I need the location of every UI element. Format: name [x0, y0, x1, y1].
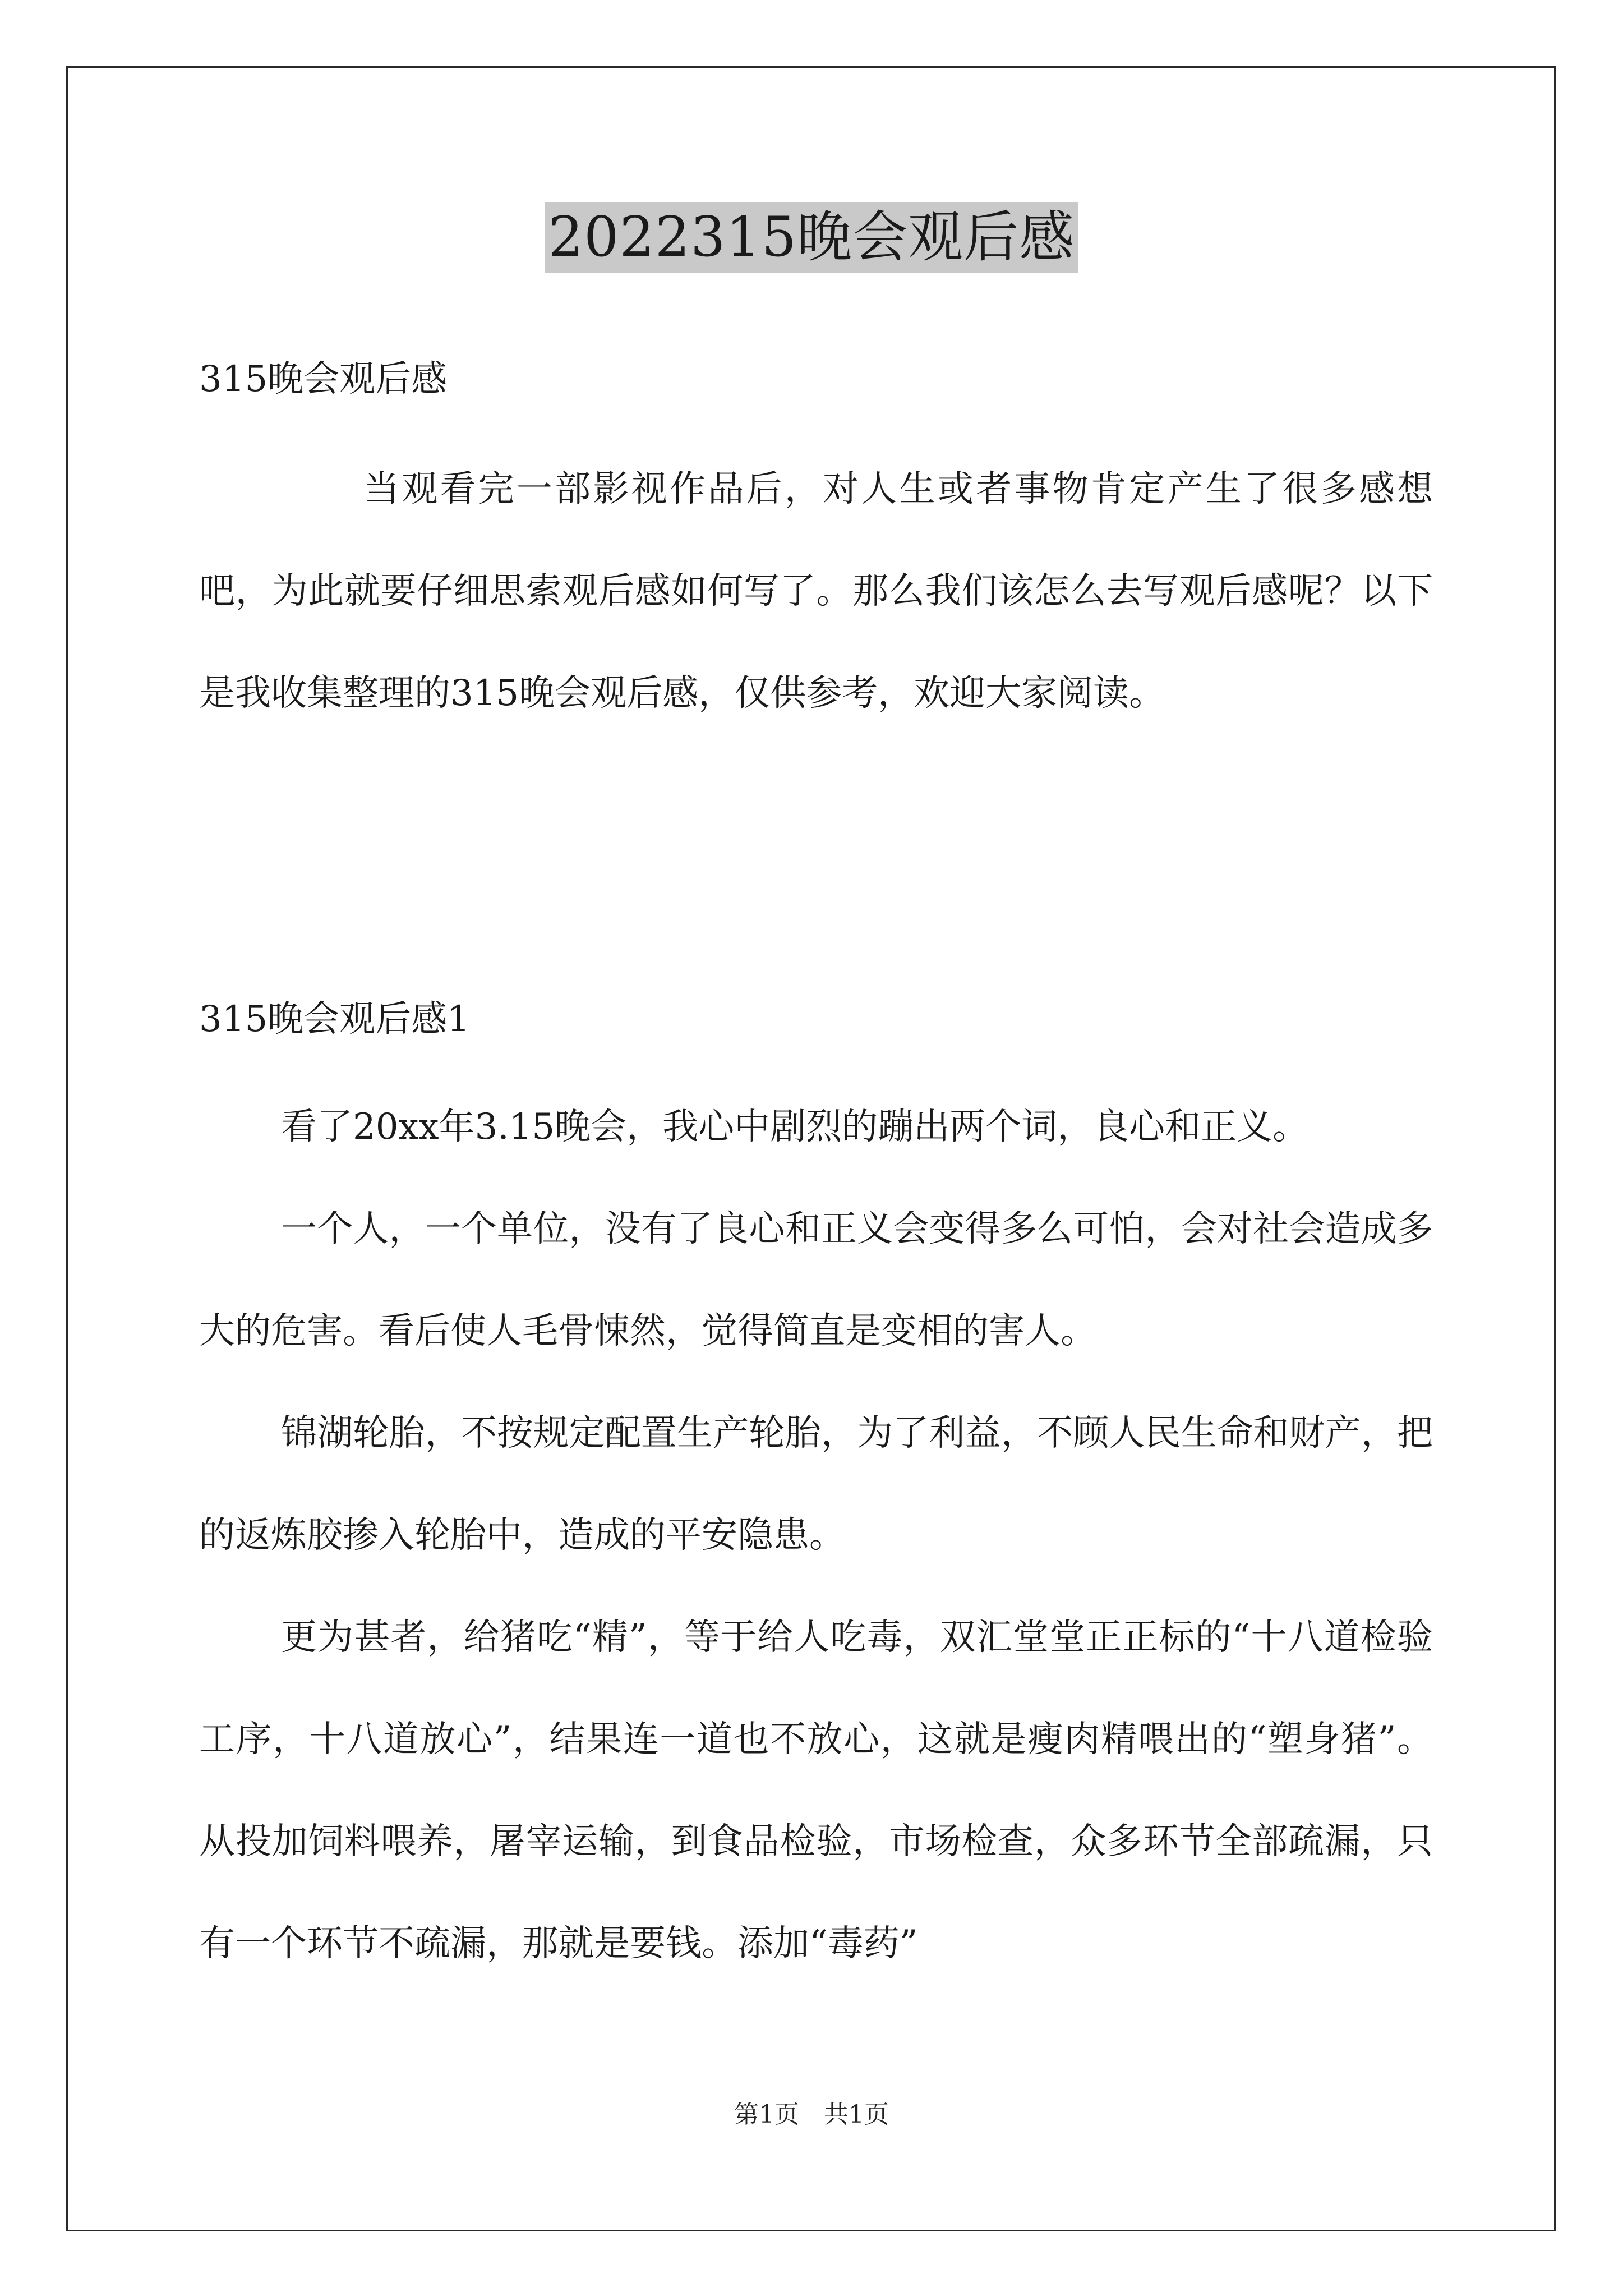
- body-paragraph: 更为甚者，给猪吃“精”，等于给人吃毒，双汇堂堂正正标的“十八道检验工序，十八道放心”，结果连一道也不放心，这就是瘦肉精喂出的“塑身猪”。从投加饲料喂养，屠宰运输，到食品检验，市场检查，众多环节全部疏漏，只有一个环节不疏漏，那就是要钱。添加“毒药”: [199, 1617, 1433, 1964]
- section-heading-intro: 315晚会观后感: [199, 358, 448, 400]
- page-number-footer: 第1页 共1页: [734, 2100, 889, 2129]
- document-title: 2022315晚会观后感: [545, 202, 1078, 273]
- body-paragraph: 一个人，一个单位，没有了良心和正义会变得多么可怕，会对社会造成多大的危害。看后使人毛骨悚然，觉得简直是变相的害人。: [199, 1208, 1433, 1352]
- intro-paragraph: 当观看完一部影视作品后，对人生或者事物肯定产生了很多感想吧，为此就要仔细思索观后感如何写了。那么我们该怎么去写观后感呢？以下是我收集整理的315晚会观后感，仅供参考，欢迎大家阅读。: [199, 468, 1433, 714]
- section-heading-1: 315晚会观后感1: [199, 999, 470, 1040]
- body-paragraph: 锦湖轮胎，不按规定配置生产轮胎，为了利益，不顾人民生命和财产，把的返炼胶掺入轮胎中，造成的平安隐患。: [199, 1412, 1433, 1556]
- title-container: [0, 202, 1623, 273]
- body-paragraph: 看了20xx年3.15晚会，我心中剧烈的蹦出两个词，良心和正义。: [281, 1106, 1309, 1148]
